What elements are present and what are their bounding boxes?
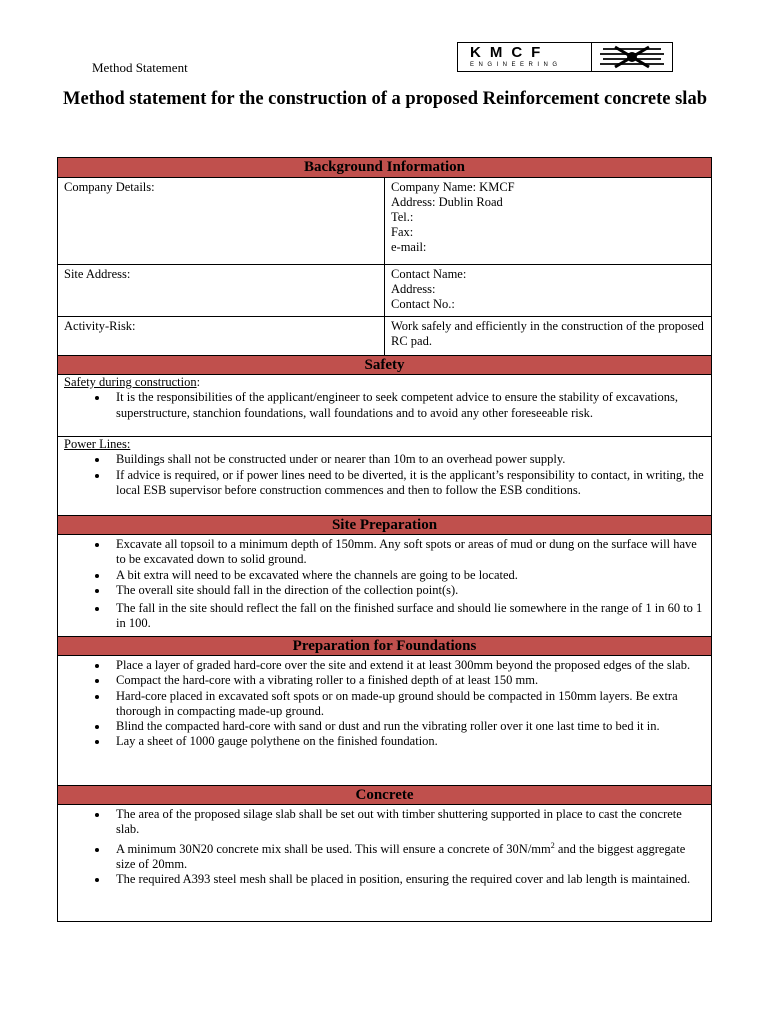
list-item: • Place a layer of graded hard-core over the site and extend it at least 300mm beyond the proposed edges of the slab.: [109, 658, 705, 673]
list-item: • Blind the compacted hard-core with sand or dust and run the vibrating roller over it one last time to bed it in.: [109, 719, 705, 734]
concrete-mix-text: A minimum 30N20 concrete mix shall be used. This will ensure a concrete of 30N/mm: [116, 841, 551, 856]
safety-list: [64, 390, 705, 421]
safety-subheading-colon: :: [196, 375, 201, 389]
row-value-activity-risk: [385, 317, 711, 355]
logo-sub-text: ENGINEERING: [470, 61, 562, 68]
table-row: [58, 317, 711, 355]
list-item: • A bit extra will need to be excavated where the channels are going to be located.: [109, 568, 705, 583]
logo-emblem-icon: [592, 43, 672, 71]
list-item: • It is the responsibilities of the applicant/engineer to seek competent advice to ensure the stability of excavations, superstructure, stanchion foundations, wall foundations and to avoid any other foreseeable risk.: [109, 390, 705, 421]
company-logo: [457, 42, 673, 72]
row-value-site-address: [385, 265, 711, 316]
list-item: • Lay a sheet of 1000 gauge polythene on the finished foundation.: [109, 734, 705, 749]
power-lines-subheading: Power Lines:: [64, 437, 131, 451]
company-name: Company Name: KMCF: [391, 180, 515, 194]
concrete-aggregate-text: and the biggest aggregate size of 20mm.: [116, 841, 686, 872]
table-row: [58, 265, 711, 317]
superscript: 2: [550, 840, 555, 850]
section-heading-site-preparation: Site Preparation: [58, 515, 711, 535]
contact-number: Contact No.:: [391, 297, 455, 311]
company-fax: Fax:: [391, 225, 414, 239]
concrete-content: [58, 805, 711, 888]
row-label-site-address: Site Address:: [58, 265, 385, 316]
list-item: • Excavate all topsoil to a minimum depth of 150mm. Any soft spots or areas of mud or dung on the surface will have to be excavated down to solid ground.: [109, 537, 705, 568]
list-item: • The overall site should fall in the direction of the collection point(s).: [109, 583, 705, 598]
list-item: • The area of the proposed silage slab shall be set out with timber shuttering supported in place to cast the concrete slab.: [109, 807, 705, 838]
activity-risk-text: Work safely and efficiently in the construction of the proposed RC pad.: [391, 319, 704, 348]
list-item: • Compact the hard-core with a vibrating roller to a finished depth of at least 150 mm.: [109, 673, 705, 688]
foundations-list: [64, 658, 705, 750]
section-heading-foundations: Preparation for Foundations: [58, 636, 711, 656]
document-header-label: Method Statement: [92, 60, 188, 75]
logo-main-text: KMCF: [470, 43, 550, 61]
method-statement-table: [57, 157, 712, 922]
section-heading-background: Background Information: [58, 158, 711, 178]
row-value-company: [385, 178, 711, 264]
contact-name: Contact Name:: [391, 267, 467, 281]
safety-subheading: Safety during construction: [64, 375, 197, 389]
list-item: • The fall in the site should reflect the fall on the finished surface and should lie somewhere in the range of 1 in 60 to 1 in 100.: [109, 601, 705, 632]
site-preparation-content: [58, 535, 711, 636]
list-item: • The required A393 steel mesh shall be placed in position, ensuring the required cover and lab length is maintained.: [109, 872, 705, 887]
logo-text: [458, 43, 592, 71]
contact-address: Address:: [391, 282, 436, 296]
site-preparation-list: [64, 537, 705, 632]
section-heading-concrete: Concrete: [58, 785, 711, 805]
list-item: [109, 838, 705, 873]
document-title: Method statement for the construction of a proposed Reinforcement concrete slab: [63, 89, 707, 109]
list-item: • Buildings shall not be constructed under or nearer than 10m to an overhead power supply.: [109, 452, 705, 467]
table-row: [58, 178, 711, 265]
list-item: • Hard-core placed in excavated soft spots or on made-up ground should be compacted in 150mm layers. Be extra thorough in compacting made-up ground.: [109, 689, 705, 720]
concrete-list: [64, 807, 705, 888]
row-label-activity-risk: Activity-Risk:: [58, 317, 385, 355]
company-tel: Tel.:: [391, 210, 414, 224]
list-item: • If advice is required, or if power lines need to be diverted, it is the applicant’s responsibility to contact, in writing, the local ESB supervisor before construction commences and then to follow the ESB conditions.: [109, 468, 705, 499]
foundations-content: [58, 656, 711, 785]
company-email: e-mail:: [391, 240, 427, 254]
company-address: Address: Dublin Road: [391, 195, 503, 209]
power-lines: [58, 437, 711, 515]
section-heading-safety: Safety: [58, 355, 711, 375]
safety-during-construction: [58, 375, 711, 437]
row-label-company: Company Details:: [58, 178, 385, 264]
power-lines-list: [64, 452, 705, 498]
